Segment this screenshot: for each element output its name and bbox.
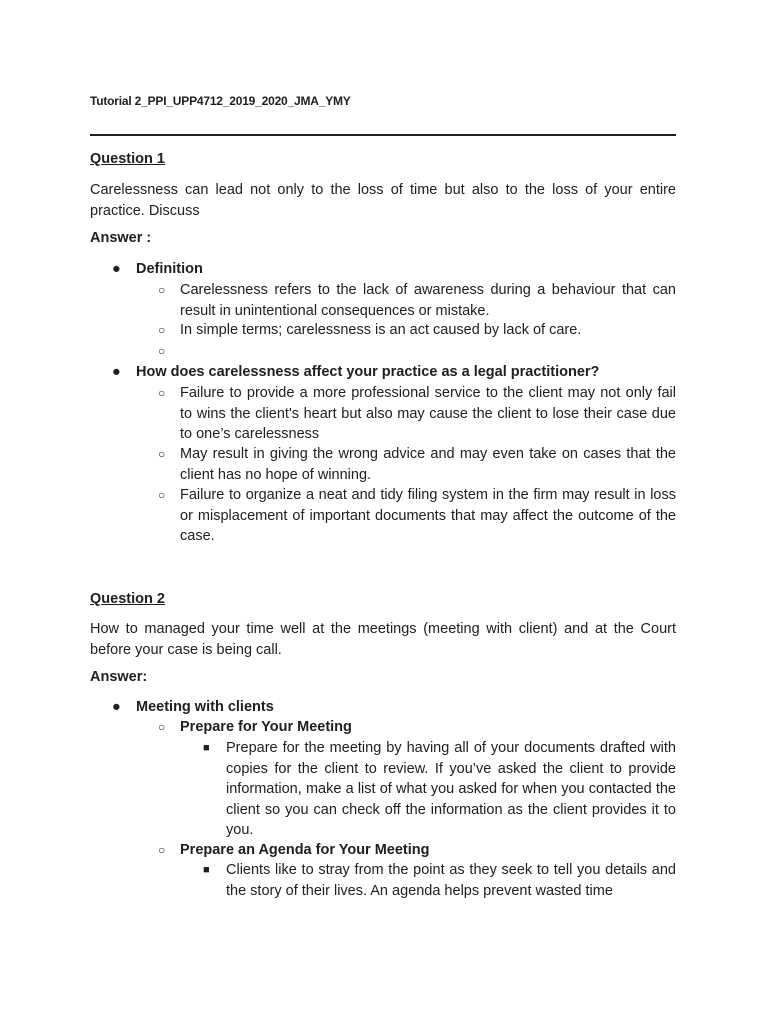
- bullet-circle-icon: ○: [158, 447, 166, 461]
- list-item: [158, 717, 676, 738]
- horizontal-rule: [90, 134, 676, 136]
- list-item: [158, 485, 676, 547]
- effect-point: Failure to organize a neat and tidy filing system in the firm may result in loss or misplacement of important documents that may affect the outcome of the case.: [180, 487, 676, 544]
- section-title-effects: How does carelessness affect your practice as a legal practitioner?: [136, 364, 600, 380]
- subsection-title-prepare-agenda: Prepare an Agenda for Your Meeting: [180, 842, 430, 858]
- bullet-circle-icon: ○: [158, 386, 166, 400]
- section-title-definition: Definition: [136, 261, 203, 277]
- list-item: [158, 280, 676, 321]
- bullet-circle-icon: ○: [158, 720, 166, 734]
- bullet-circle-icon: ○: [158, 843, 166, 857]
- list-item: [112, 362, 676, 383]
- list-item: [158, 840, 676, 861]
- list-item: [158, 320, 676, 341]
- document-title: Tutorial 2_PPI_UPP4712_2019_2020_JMA_YMY: [90, 94, 351, 108]
- list-item: [203, 860, 676, 901]
- subsection-title-prepare-meeting: Prepare for Your Meeting: [180, 719, 352, 735]
- list-item: [112, 697, 676, 718]
- prepare-agenda-point: Clients like to stray from the point as they seek to tell you details and the story of their lives. An agenda helps prevent wasted time: [226, 862, 676, 899]
- bullet-disc-icon: ●: [112, 699, 121, 715]
- section-title-meeting-with-clients: Meeting with clients: [136, 699, 274, 715]
- list-item: [158, 444, 676, 485]
- bullet-circle-icon: ○: [158, 323, 166, 337]
- prepare-meeting-point: Prepare for the meeting by having all of your documents drafted with copies for the client to review. If you’ve asked the client to provide information, make a list of what you asked for when you contacted the client so you can check off the information as the client provides it to you.: [226, 740, 676, 838]
- question-1-answer-label: Answer :: [90, 230, 152, 246]
- bullet-circle-icon: ○: [158, 283, 166, 297]
- effect-point: Failure to provide a more professional service to the client may not only fail to wins the client's heart but also may cause the client to lose their case due to one’s carelessness: [180, 385, 676, 442]
- question-1-heading: Question 1: [90, 151, 165, 167]
- definition-point: In simple terms; carelessness is an act caused by lack of care.: [180, 322, 582, 338]
- question-2-answer-label: Answer:: [90, 669, 148, 685]
- question-1-prompt: Carelessness can lead not only to the loss of time but also to the loss of your entire practice. Discuss: [90, 182, 676, 219]
- question-2-heading: Question 2: [90, 591, 165, 607]
- bullet-circle-icon: ○: [158, 344, 166, 358]
- list-item: [112, 259, 676, 280]
- list-item: [158, 383, 676, 445]
- effect-point: May result in giving the wrong advice and may even take on cases that the client has no hope of winning.: [180, 446, 676, 483]
- bullet-disc-icon: ●: [112, 261, 121, 277]
- definition-point: Carelessness refers to the lack of awareness during a behaviour that can result in unintentional consequences or mistake.: [180, 282, 676, 319]
- bullet-square-icon: ■: [203, 742, 210, 754]
- list-item: [203, 738, 676, 841]
- question-2-prompt: How to managed your time well at the meetings (meeting with client) and at the Court before your case is being call.: [90, 621, 676, 658]
- bullet-disc-icon: ●: [112, 364, 121, 380]
- bullet-square-icon: ■: [203, 864, 210, 876]
- bullet-circle-icon: ○: [158, 488, 166, 502]
